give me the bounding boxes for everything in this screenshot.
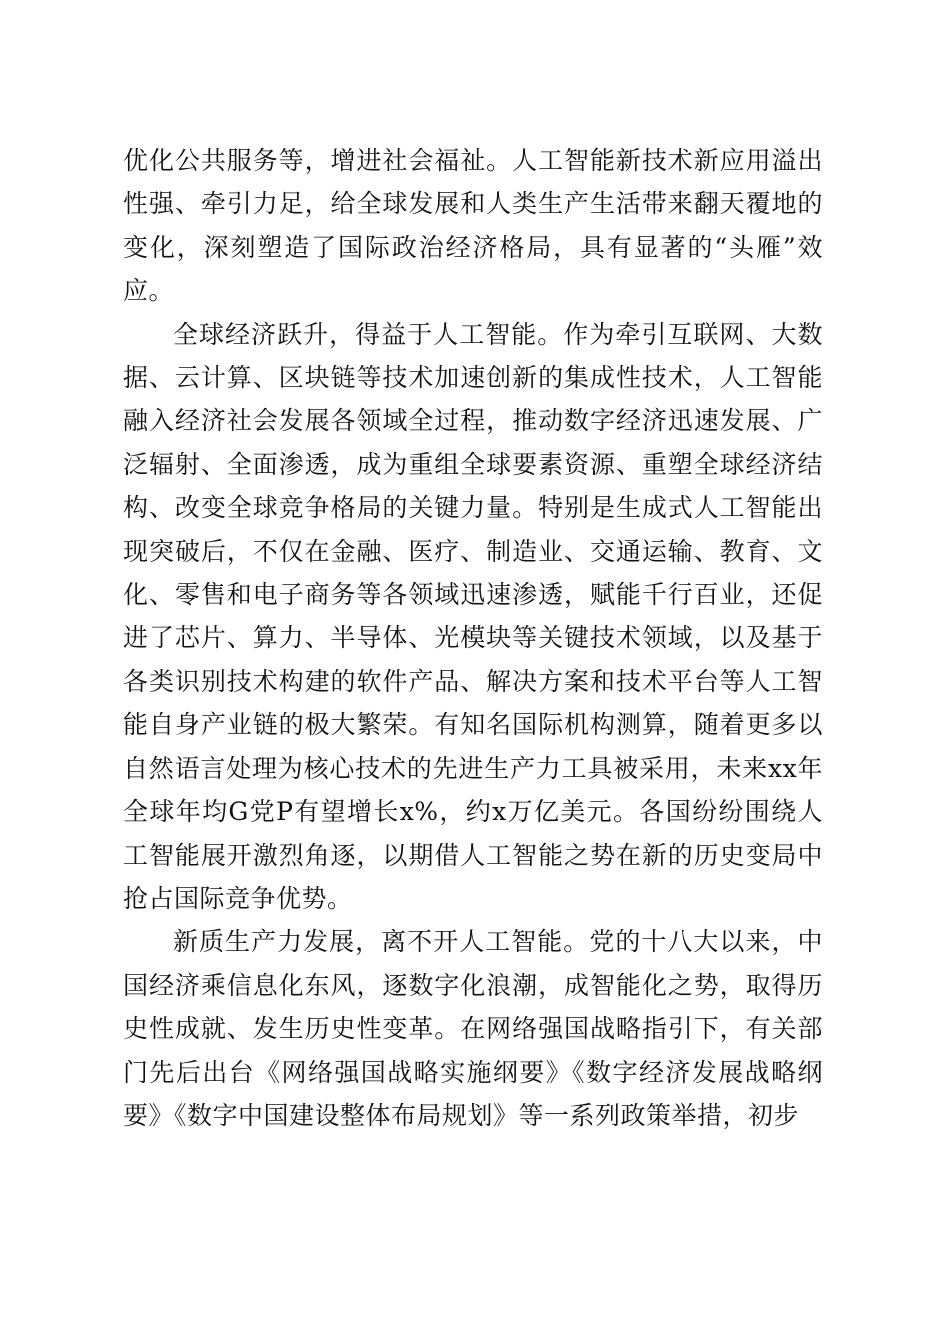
body-text	[123, 139, 823, 1137]
paragraph-new-productivity: 新质生产力发展，离不开人工智能。党的十八大以来，中国经济乘信息化东风，逐数字化浪潮，成智能化之势，取得历史性成就、发生历史性变革。在网络强国战略指引下，有关部门先后出台《网络强国战略实施纲要》《数字经济发展战略纲要》《数字中国建设整体布局规划》等一系列政策举措，初步	[123, 927, 823, 1130]
paragraph-global-economy: 全球经济跃升，得益于人工智能。作为牵引互联网、大数据、云计算、区块链等技术加速创新的集成性技术，人工智能融入经济社会发展各领域全过程，推动数字经济迅速发展、广泛辐射、全面渗透，成为重组全球要素资源、重塑全球经济结构、改变全球竞争格局的关键力量。特别是生成式人工智能出现突破后，不仅在金融、医疗、制造业、交通运输、教育、文化、零售和电子商务等各领域迅速渗透，赋能千行百业，还促进了芯片、算力、半导体、光模块等关键技术领域，以及基于各类识别技术构建的软件产品、解决方案和技术平台等人工智能自身产业链的极大繁荣。有知名国际机构测算，随着更多以自然语言处理为核心技术的先进生产力工具被采用，未来xx年全球年均G党P有望增长x%，约x万亿美元。各国纷纷围绕人工智能展开激烈角逐，以期借人工智能之势在新的历史变局中抢占国际竞争优势。	[123, 319, 823, 913]
paragraph-continuation: 优化公共服务等，增进社会福祉。人工智能新技术新应用溢出性强、牵引力足，给全球发展和人类生产生活带来翻天覆地的变化，深刻塑造了国际政治经济格局，具有显著的“头雁”效应。	[123, 146, 823, 306]
